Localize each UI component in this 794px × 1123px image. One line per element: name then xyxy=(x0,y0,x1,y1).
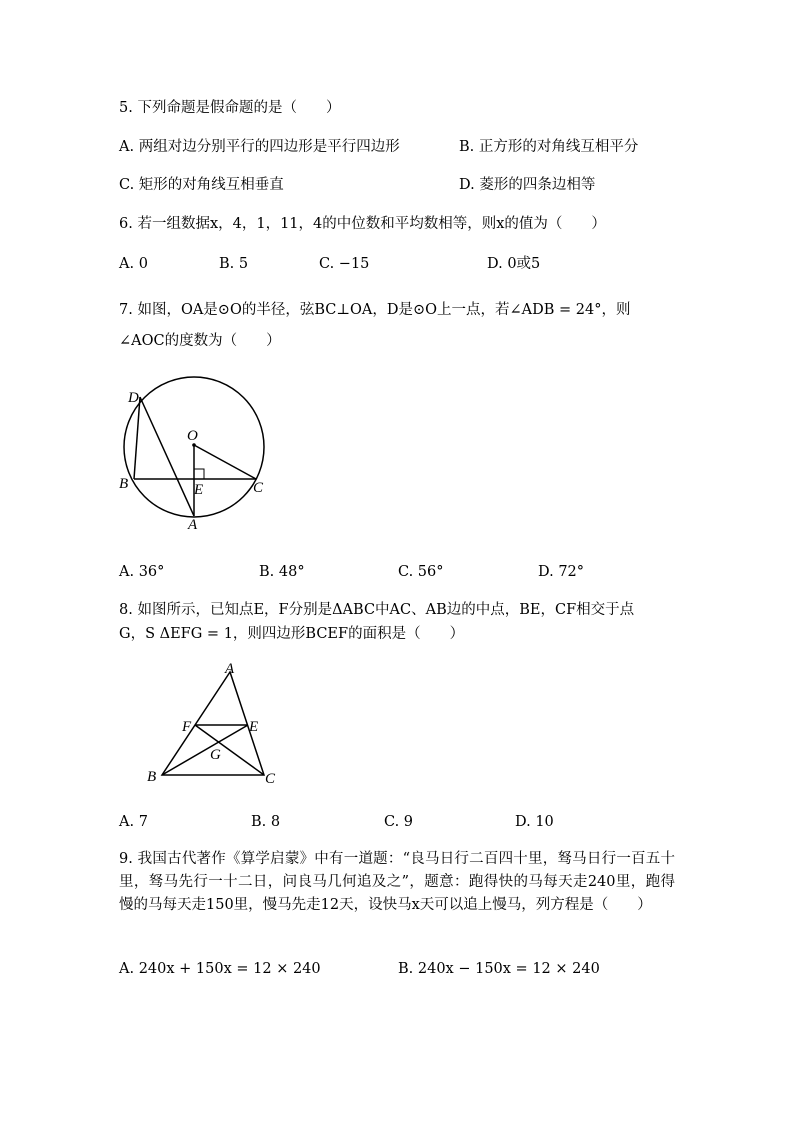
q9-stem: 9. 我国古代著作《算学启蒙》中有一道题：“良马日行二百四十里，驽马日行一百五十里，驽马先行一十二日，问良马几何追及之”，题意：跑得快的马每天走240里，跑得慢的马每天走150里，慢马先走12天，设快马x天可以追上慢马，列方程是（ ） xyxy=(119,851,675,913)
q6-option-a: A. 0 xyxy=(119,256,148,272)
q8-option-c: C. 9 xyxy=(384,814,414,830)
q5-option-b: B. 正方形的对角线互相平分 xyxy=(459,139,639,155)
q7-option-b: B. 48° xyxy=(259,564,305,580)
label-f: F xyxy=(182,719,192,735)
q8-triangle-figure xyxy=(140,660,290,790)
q9-option-b: B. 240x − 150x = 12 × 240 xyxy=(398,961,600,977)
label-g: G xyxy=(210,747,221,763)
q7-stem-line1: 7. 如图，OA是⊙O的半径，弦BC⊥OA，D是⊙O上一点，若∠ADB = 24°，则 xyxy=(119,302,631,318)
label-c: C xyxy=(265,771,276,787)
q5-option-a: A. 两组对边分别平行的四边形是平行四边形 xyxy=(119,139,400,155)
q7-option-a: A. 36° xyxy=(119,564,165,580)
q9-option-a: A. 240x + 150x = 12 × 240 xyxy=(119,961,321,977)
label-e: E xyxy=(249,719,259,735)
q5-stem: 5. 下列命题是假命题的是（ ） xyxy=(119,100,341,116)
segment-da xyxy=(140,397,194,516)
q5-option-c: C. 矩形的对角线互相垂直 xyxy=(119,177,284,193)
q8-option-b: B. 8 xyxy=(251,814,281,830)
q6-option-d: D. 0或5 xyxy=(487,256,541,272)
right-angle-mark xyxy=(194,469,204,479)
q5-option-d: D. 菱形的四条边相等 xyxy=(459,177,596,193)
label-o: O xyxy=(187,428,198,444)
q6-stem: 6. 若一组数据x，4，1，11，4的中位数和平均数相等，则x的值为（ ） xyxy=(119,216,606,232)
q6-option-b: B. 5 xyxy=(219,256,249,272)
q6-option-c: C. −15 xyxy=(319,256,370,272)
q7-circle-figure xyxy=(110,375,280,535)
q7-stem-line2: ∠AOC的度数为（ ） xyxy=(119,333,281,349)
radius-oc xyxy=(194,445,256,479)
label-d: D xyxy=(128,390,139,406)
label-b: B xyxy=(119,476,129,492)
q8-stem-line2: G，S ΔEFG = 1，则四边形BCEF的面积是（ ） xyxy=(119,626,465,642)
label-e: E xyxy=(194,482,204,498)
label-c: C xyxy=(253,480,264,496)
label-a: A xyxy=(188,517,198,533)
q8-stem-line1: 8. 如图所示，已知点E，F分别是ΔABC中AC、AB边的中点，BE，CF相交于点 xyxy=(119,602,635,618)
label-b: B xyxy=(147,769,157,785)
label-a: A xyxy=(225,661,235,677)
q8-option-a: A. 7 xyxy=(119,814,148,830)
q7-option-c: C. 56° xyxy=(398,564,444,580)
q7-option-d: D. 72° xyxy=(538,564,585,580)
q8-option-d: D. 10 xyxy=(515,814,554,830)
